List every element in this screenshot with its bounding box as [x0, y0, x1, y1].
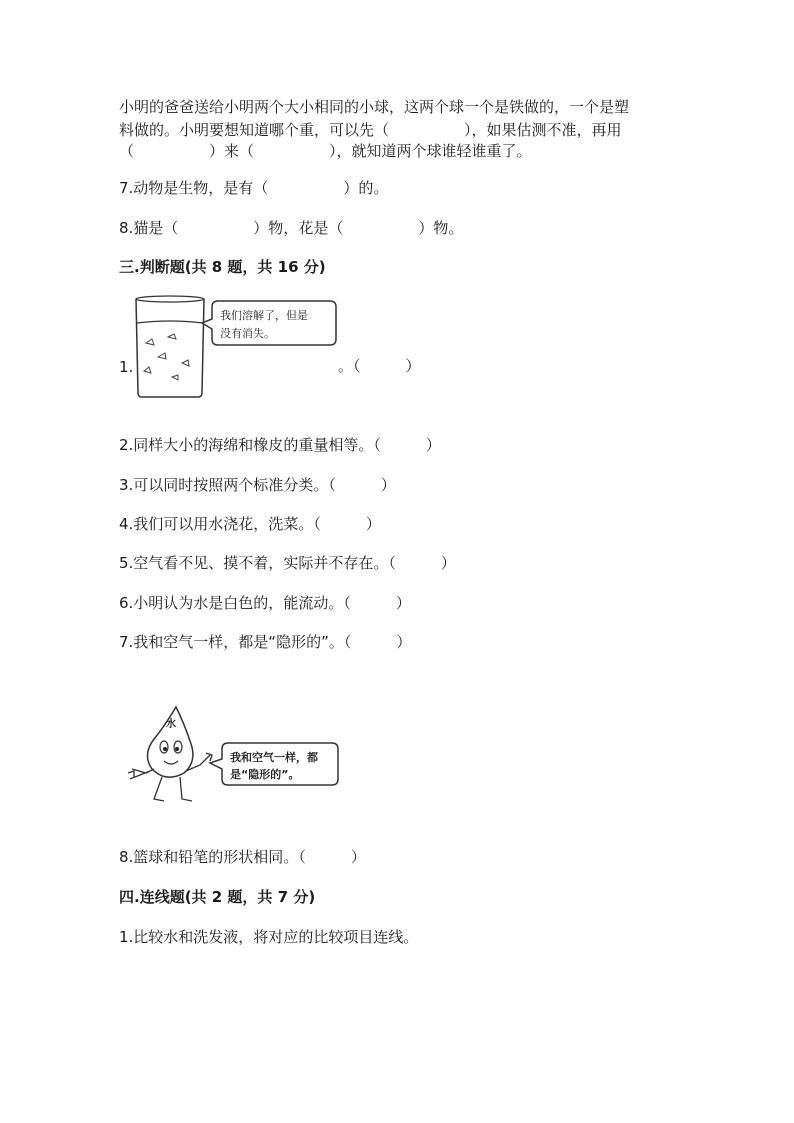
intro-line-2: 料做的。小明要想知道哪个重，可以先（ ），如果估测不准，再用: [119, 121, 622, 139]
intro-line-1: 小明的爸爸送给小明两个大小相同的小球，这两个球一个是铁做的，一个是塑: [119, 98, 630, 116]
bubble-text-line-1: 我和空气一样，都: [230, 751, 318, 764]
beaker-figure: [128, 293, 343, 403]
judge-q1-number: 1.: [119, 358, 134, 376]
match-question-1: 1.比较水和洗发液，将对应的比较项目连线。: [119, 928, 419, 946]
bubble-text-line-2: 没有消失。: [220, 327, 275, 340]
bubble-text-line-2: 是“隐形的”。: [230, 768, 300, 781]
beaker-icon: [136, 296, 204, 397]
section-4-title: 四.连线题(共 2 题，共 7 分): [119, 888, 316, 906]
judge-q4: 4.我们可以用水浇花，洗菜。（ ）: [119, 515, 381, 533]
drop-label: 水: [166, 719, 176, 730]
judge-q8: 8.篮球和铅笔的形状相同。（ ）: [119, 848, 366, 866]
water-drop-character-icon: [128, 707, 212, 801]
judge-q2: 2.同样大小的海绵和橡皮的重量相等。（ ）: [119, 436, 441, 454]
speech-bubble: [210, 743, 338, 785]
judge-q5: 5.空气看不见、摸不着，实际并不存在。（ ）: [119, 554, 456, 572]
intro-line-3: （ ）来（ ），就知道两个球谁轻谁重了。: [119, 142, 532, 160]
section-3-title: 三.判断题(共 8 题，共 16 分): [119, 258, 326, 276]
fill-question-7: 7.动物是生物，是有（ ）的。: [119, 179, 389, 197]
water-drop-figure: [124, 703, 344, 811]
judge-q3: 3.可以同时按照两个标准分类。（ ）: [119, 476, 396, 494]
bubble-text-line-1: 我们溶解了，但是: [220, 309, 308, 322]
speech-bubble: [202, 301, 336, 345]
judge-q6: 6.小明认为水是白色的，能流动。（ ）: [119, 594, 411, 612]
judge-q1-suffix: 。（ ）: [338, 357, 421, 375]
fill-question-8: 8.猫是（ ）物，花是（ ）物。: [119, 219, 464, 237]
judge-q7: 7.我和空气一样，都是“隐形的”。（ ）: [119, 633, 412, 651]
